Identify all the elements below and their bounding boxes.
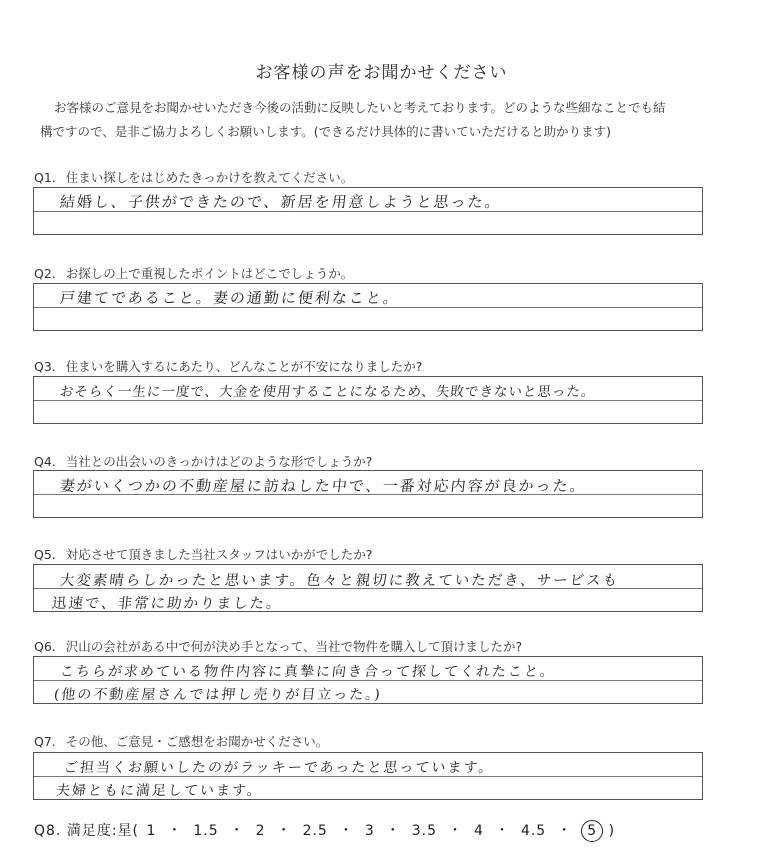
answer-box-6[interactable] <box>33 656 703 704</box>
page-title: お客様の声をお聞かせください <box>255 63 508 83</box>
question-4 <box>34 452 372 470</box>
answer-box-3[interactable] <box>33 376 703 424</box>
rating-option-3-5[interactable]: 3.5 <box>411 823 438 839</box>
question-number: Q3. <box>34 359 56 374</box>
question-5 <box>34 545 372 563</box>
question-1 <box>34 168 353 186</box>
rating-option-2[interactable]: 2 <box>255 823 266 839</box>
question-text: 当社との出会いのきっかけはどのような形でしょうか? <box>65 454 373 469</box>
answer-3-line-1: おそらく一生に一度で、大金を使用することになるため、失敗できないと思った。 <box>58 384 597 400</box>
rating-separator: ・ <box>229 823 245 839</box>
question-text: お探しの上で重視したポイントはどこでしょうか。 <box>65 266 354 281</box>
rating-option-4-5[interactable]: 4.5 <box>520 823 547 839</box>
answer-7-line-1: ご担当くお願いしたのがラッキーであったと思っています。 <box>63 760 496 776</box>
question-number: Q5. <box>34 547 56 562</box>
question-7 <box>34 732 328 750</box>
question-text: 住まいを購入するにあたり、どんなことが不安になりましたか? <box>65 359 423 374</box>
question-text: その他、ご意見・ご感想をお聞かせください。 <box>65 734 329 749</box>
answer-box-2[interactable] <box>33 283 703 331</box>
rating-separator: ・ <box>338 823 354 839</box>
question-number: Q7. <box>34 734 56 749</box>
question-6 <box>34 637 522 655</box>
rating-close: ) <box>608 823 616 839</box>
rating-separator: ・ <box>557 823 573 839</box>
question-2 <box>34 264 353 282</box>
answer-4-line-1: 妻がいくつかの不動産屋に訪ねした中で、一番対応内容が良かった。 <box>59 477 588 495</box>
answer-6-line-1: こちらが求めている物件内容に真摯に向き合って探してくれたこと。 <box>59 664 557 680</box>
answer-7-line-2: 夫婦ともに満足しています。 <box>55 783 264 799</box>
answer-box-7[interactable] <box>33 752 703 800</box>
rating-options <box>144 823 603 839</box>
rating-option-3[interactable]: 3 <box>364 823 375 839</box>
rating-separator: ・ <box>276 823 292 839</box>
answer-box-4[interactable] <box>33 470 703 518</box>
question-text: 沢山の会社がある中で何が決め手となって、当社で物件を購入して頂けましたか? <box>65 639 523 654</box>
answer-6-line-2: (他の不動産屋さんでは押し売りが目立った。) <box>53 687 383 703</box>
answer-5-line-1: 大変素晴らしかったと思います。色々と親切に教えていただき、サービスも <box>59 573 620 589</box>
rating-separator: ・ <box>385 823 401 839</box>
answer-1-line-1: 結婚し、子供ができたので、新居を用意しようと思った。 <box>59 193 503 211</box>
intro-line-1: お客様のご意見をお聞かせいただき今後の活動に反映したいと考えております。どのような些細なことでも結 <box>54 100 666 115</box>
question-number: Q4. <box>34 454 56 469</box>
question-number: Q1. <box>34 170 56 185</box>
rating-separator: ・ <box>494 823 510 839</box>
satisfaction-rating <box>34 820 615 842</box>
answer-box-1[interactable] <box>33 187 703 235</box>
rating-option-4[interactable]: 4 <box>474 823 484 839</box>
rating-label: Q8. 満足度:星( <box>34 823 140 839</box>
rating-option-5[interactable]: 5 <box>581 820 603 842</box>
rating-separator: ・ <box>448 823 464 839</box>
question-number: Q6. <box>34 639 56 654</box>
intro-text <box>40 96 740 144</box>
rating-option-1[interactable]: 1 <box>146 823 157 839</box>
answer-5-line-2: 迅速で、非常に助かりました。 <box>51 596 284 612</box>
question-text: 対応させて頂きました当社スタッフはいかがでしたか? <box>65 547 373 562</box>
answer-2-line-1: 戸建てであること。妻の通勤に便利なこと。 <box>59 289 401 307</box>
question-text: 住まい探しをはじめたきっかけを教えてください。 <box>65 170 354 185</box>
rating-option-1-5[interactable]: 1.5 <box>193 823 219 839</box>
question-number: Q2. <box>34 266 56 281</box>
rating-option-2-5[interactable]: 2.5 <box>302 823 328 839</box>
intro-line-2: 構ですので、是非ご協力よろしくお願いします。(できるだけ具体的に書いていただけると助かります) <box>40 124 612 139</box>
question-3 <box>34 357 422 375</box>
rating-separator: ・ <box>167 823 183 839</box>
answer-box-5[interactable] <box>33 564 703 612</box>
